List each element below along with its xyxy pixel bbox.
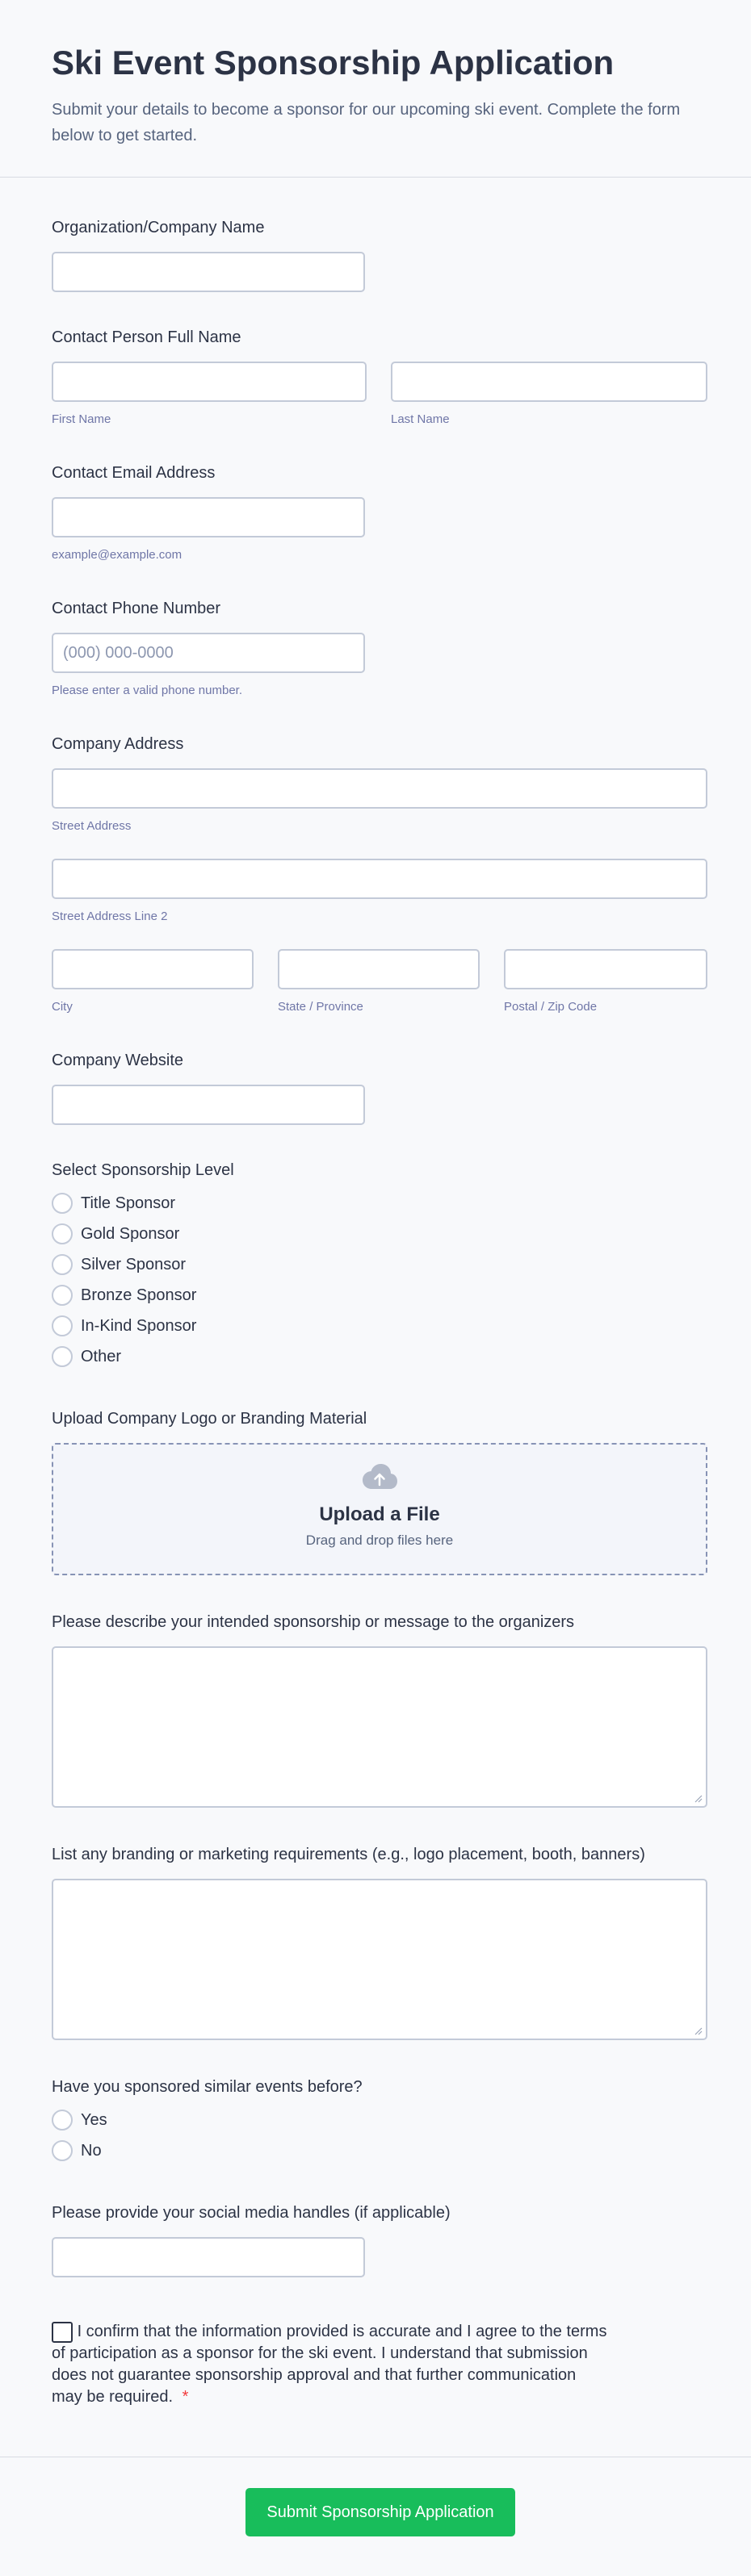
branding-textarea[interactable] — [52, 1879, 707, 2040]
radio-label: In-Kind Sponsor — [81, 1316, 197, 1335]
form-footer — [0, 2457, 751, 2576]
radio-option[interactable] — [52, 1219, 234, 1249]
street-address-2-sublabel: Street Address Line 2 — [52, 910, 168, 923]
phone-label: Contact Phone Number — [52, 600, 221, 617]
radio-option[interactable] — [52, 2135, 363, 2166]
street-address-input[interactable] — [52, 768, 707, 809]
radio-button[interactable] — [52, 1285, 73, 1306]
resize-grip-icon[interactable] — [693, 1793, 703, 1803]
first-name-sublabel: First Name — [52, 412, 111, 426]
branding-label: List any branding or marketing requirements (e.g., logo placement, booth, banners) — [52, 1846, 645, 1863]
phone-placeholder: (000) 000-0000 — [63, 644, 174, 662]
message-label: Please describe your intended sponsorship or message to the organizers — [52, 1613, 575, 1631]
upload-label: Upload Company Logo or Branding Material — [52, 1410, 367, 1428]
radio-option[interactable] — [52, 1249, 234, 1280]
radio-label: Other — [81, 1347, 122, 1365]
address-field — [52, 733, 707, 1015]
state-sublabel: State / Province — [278, 1000, 363, 1014]
prior-sponsorship-label: Have you sponsored similar events before? — [52, 2078, 363, 2096]
state-input[interactable] — [278, 949, 480, 989]
message-field — [52, 1611, 707, 1808]
radio-button[interactable] — [52, 2110, 73, 2131]
radio-button[interactable] — [52, 1254, 73, 1275]
page-title: Ski Event Sponsorship Application — [52, 44, 615, 82]
city-sublabel: City — [52, 1000, 73, 1014]
consent-text: I confirm that the information provided is accurate and I agree to the terms of participation as a sponsor for the ski event. I understand that submission does not guarantee sponsorship approval and that further communication may be required. — [52, 2323, 607, 2406]
prior-sponsorship-field — [52, 2076, 363, 2166]
last-name-input[interactable] — [391, 362, 707, 402]
email-sublabel: example@example.com — [52, 548, 183, 562]
sponsorship-level-label: Select Sponsorship Level — [52, 1161, 234, 1179]
upload-field — [52, 1407, 707, 1575]
resize-grip-icon[interactable] — [693, 2026, 703, 2035]
radio-label: Silver Sponsor — [81, 1255, 187, 1273]
radio-button[interactable] — [52, 1223, 73, 1244]
social-input[interactable] — [52, 2237, 365, 2277]
postal-input[interactable] — [504, 949, 707, 989]
consent-checkbox[interactable] — [52, 2322, 73, 2343]
phone-input[interactable] — [52, 633, 365, 673]
company-name-label: Organization/Company Name — [52, 219, 265, 236]
company-name-input[interactable] — [52, 252, 365, 292]
social-label: Please provide your social media handles (if applicable) — [52, 2204, 451, 2222]
radio-label: Title Sponsor — [81, 1194, 176, 1212]
prior-sponsorship-options — [52, 2105, 363, 2166]
radio-label: Gold Sponsor — [81, 1224, 180, 1243]
postal-sublabel: Postal / Zip Code — [504, 1000, 598, 1014]
email-input[interactable] — [52, 497, 365, 537]
contact-name-field — [52, 326, 707, 428]
page-subtitle: Submit your details to become a sponsor for our upcoming ski event. Complete the form below to get started. — [52, 101, 681, 144]
branding-field — [52, 1843, 707, 2040]
contact-name-label: Contact Person Full Name — [52, 328, 241, 346]
radio-option[interactable] — [52, 1280, 234, 1311]
social-field — [52, 2202, 451, 2277]
radio-option[interactable] — [52, 1341, 234, 1372]
radio-option[interactable] — [52, 1188, 234, 1219]
radio-button[interactable] — [52, 1346, 73, 1367]
radio-label: Bronze Sponsor — [81, 1286, 197, 1304]
upload-dropzone[interactable] — [52, 1443, 707, 1575]
required-mark: * — [182, 2388, 189, 2406]
street-address-sublabel: Street Address — [52, 819, 132, 833]
phone-field — [52, 597, 365, 699]
upload-hint: Drag and drop files here — [305, 1533, 454, 1548]
street-address-2-input[interactable] — [52, 859, 707, 899]
radio-button[interactable] — [52, 1315, 73, 1336]
submit-button[interactable]: Submit Sponsorship Application — [245, 2488, 515, 2536]
sponsorship-level-field — [52, 1159, 234, 1372]
radio-label: No — [81, 2141, 102, 2160]
email-field — [52, 462, 365, 563]
radio-button[interactable] — [52, 1193, 73, 1214]
cloud-upload-icon — [360, 1462, 399, 1491]
first-name-input[interactable] — [52, 362, 367, 402]
website-field — [52, 1049, 365, 1125]
phone-sublabel: Please enter a valid phone number. — [52, 684, 242, 697]
sponsorship-level-options — [52, 1188, 234, 1372]
website-input[interactable] — [52, 1085, 365, 1125]
radio-option[interactable] — [52, 2105, 363, 2135]
last-name-sublabel: Last Name — [391, 412, 450, 426]
upload-title: Upload a File — [319, 1503, 440, 1525]
consent-field — [52, 2321, 609, 2408]
website-label: Company Website — [52, 1052, 184, 1069]
radio-label: Yes — [81, 2110, 107, 2129]
address-label: Company Address — [52, 735, 184, 753]
email-label: Contact Email Address — [52, 464, 216, 482]
radio-option[interactable] — [52, 1311, 234, 1341]
form-header — [0, 0, 751, 178]
radio-button[interactable] — [52, 2140, 73, 2161]
city-input[interactable] — [52, 949, 254, 989]
company-name-field — [52, 216, 365, 292]
message-textarea[interactable] — [52, 1646, 707, 1808]
